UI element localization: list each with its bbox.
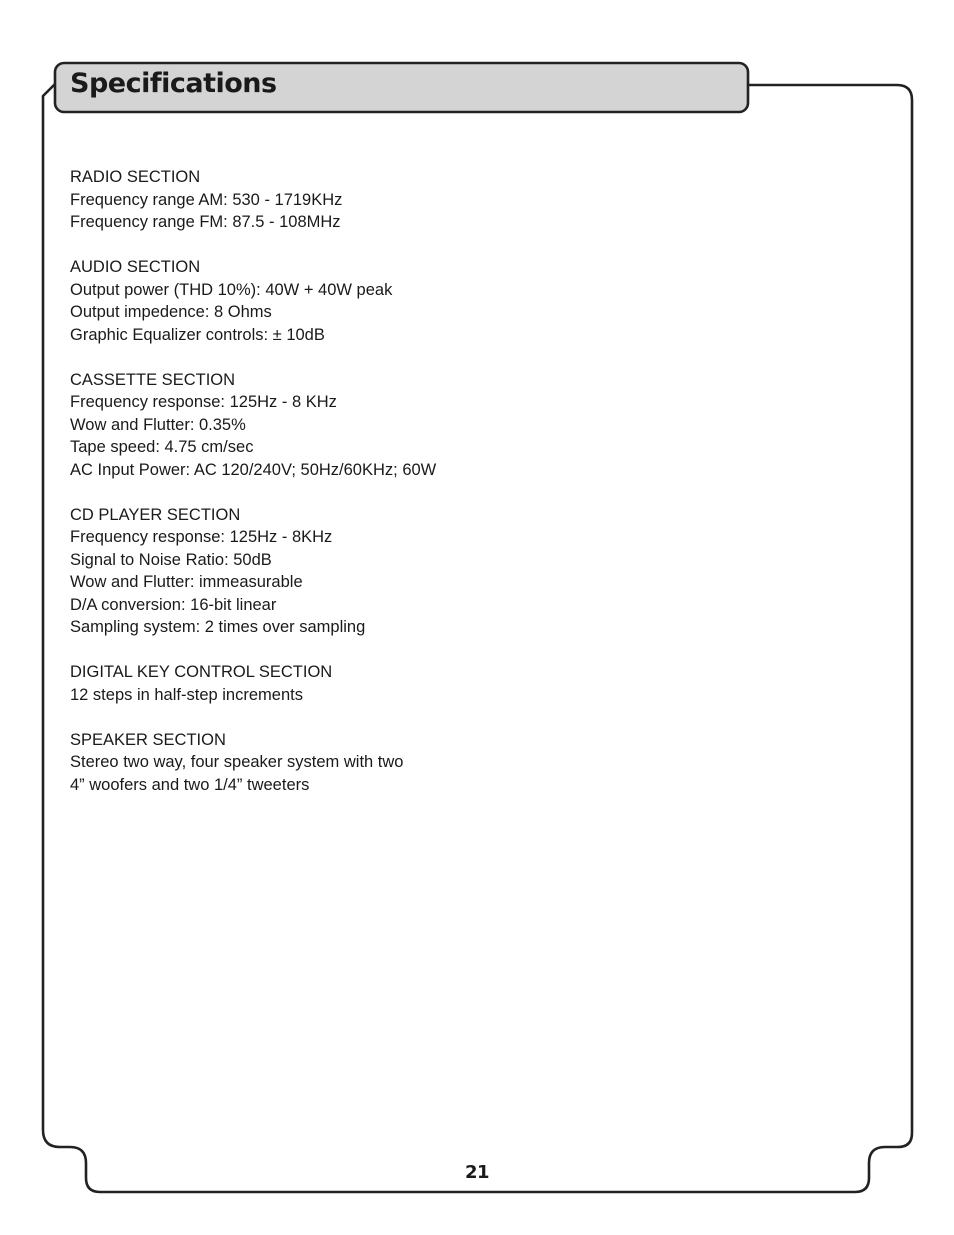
spec-line: 4” woofers and two 1/4” tweeters: [70, 775, 310, 794]
spec-line: Graphic Equalizer controls: ± 10dB: [70, 325, 325, 344]
spec-line: Frequency response: 125Hz - 8 KHz: [70, 393, 337, 411]
spec-line: Wow and Flutter: immeasurable: [70, 573, 303, 591]
radio-section: [70, 166, 590, 234]
spec-line: Output power (THD 10%): 40W + 40W peak: [70, 280, 393, 299]
section-heading: AUDIO SECTION: [70, 258, 201, 276]
spec-line: Wow and Flutter: 0.35%: [70, 415, 246, 434]
speaker-section: [70, 729, 590, 797]
digital-key-control-section: [70, 661, 590, 706]
spec-line: Stereo two way, four speaker system with two: [70, 753, 404, 771]
page-number: 21: [464, 1162, 490, 1183]
section-heading: CD PLAYER SECTION: [70, 505, 241, 524]
section-heading: SPEAKER SECTION: [70, 730, 226, 749]
spec-line: Frequency range AM: 530 - 1719KHz: [70, 190, 343, 209]
audio-section: [70, 256, 590, 346]
spec-line: D/A conversion: 16-bit linear: [70, 595, 277, 614]
spec-line: Signal to Noise Ratio: 50dB: [70, 550, 272, 569]
section-heading: CASSETTE SECTION: [70, 370, 236, 389]
specifications-list: [70, 166, 590, 819]
section-heading: RADIO SECTION: [70, 168, 201, 186]
spec-line: Frequency range FM: 87.5 - 108MHz: [70, 213, 341, 231]
spec-line: Output impedence: 8 Ohms: [70, 303, 272, 321]
spec-line: Tape speed: 4.75 cm/sec: [70, 438, 254, 456]
spec-line: Sampling system: 2 times over sampling: [70, 618, 366, 636]
section-heading: DIGITAL KEY CONTROL SECTION: [70, 663, 333, 681]
spec-line: AC Input Power: AC 120/240V; 50Hz/60KHz; 60W: [70, 460, 437, 479]
spec-line: Frequency response: 125Hz - 8KHz: [70, 528, 333, 546]
cd-player-section: [70, 504, 590, 639]
spec-line: 12 steps in half-step increments: [70, 685, 303, 704]
cassette-section: [70, 369, 590, 482]
page-title: Specifications: [70, 68, 277, 99]
